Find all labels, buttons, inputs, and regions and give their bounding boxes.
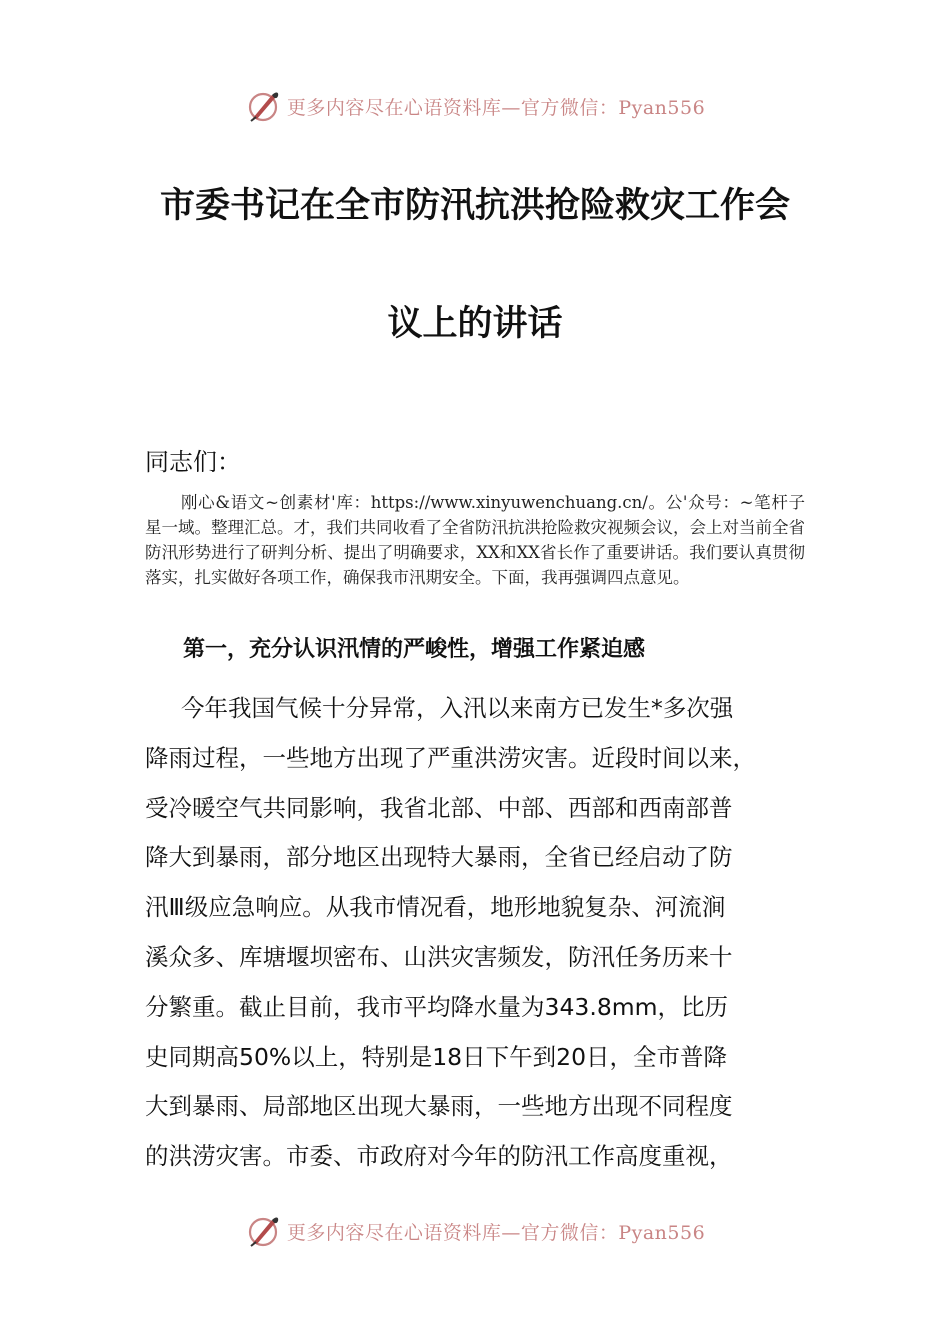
body-line: 降雨过程，一些地方出现了严重洪涝灾害。近段时间以来， (145, 743, 756, 772)
body-line: 今年我国气候十分异常，入汛以来南方已发生*多次强 (181, 694, 734, 722)
intro-paragraph: 刚心&语文~创素材'库：https://www.xinyuwenchuang.cn/。公'众号：~笔杆子星一域。整理汇总。才，我们共同收看了全省防汛抗洪抢险救灾视频会议，会上对当前全省防汛形势进行了研判分析、提出了明确要求，XX和XX省长作了重要讲话。我们要认真贯彻落实，扎实做好各项工作，确保我市汛期安全。下面，我再强调四点意见。 (145, 493, 805, 587)
watermark-text: 更多内容尽在心语资料库—官方微信：Pyan556 (286, 1221, 706, 1244)
feather-pen-logo-icon (245, 1213, 281, 1249)
body-line: 大到暴雨、局部地区出现大暴雨，一些地方出现不同程度 (145, 1092, 733, 1121)
section-heading: 第一，充分认识汛情的严峻性，增强工作紧迫感 (183, 637, 646, 662)
header-watermark-banner (0, 86, 950, 126)
body-line: 降大到暴雨，部分地区出现特大暴雨，全省已经启动了防 (145, 843, 733, 872)
footer-watermark-banner (0, 1211, 950, 1251)
feather-pen-logo-icon (245, 88, 281, 124)
body-line: 分繁重。截止目前，我市平均降水量为343.8mm，比历 (145, 992, 729, 1021)
body-paragraph (145, 684, 815, 1182)
body-line: 的洪涝灾害。市委、市政府对今年的防汛工作高度重视， (145, 1142, 733, 1171)
watermark-text: 更多内容尽在心语资料库—官方微信：Pyan556 (286, 96, 706, 119)
body-line: 溪众多、库塘堰坝密布、山洪灾害频发，防汛任务历来十 (145, 942, 733, 971)
body-line: 汛Ⅲ级应急响应。从我市情况看，地形地貌复杂、河流涧 (145, 893, 726, 922)
body-line: 受冷暖空气共同影响，我省北部、中部、西部和西南部普 (145, 793, 733, 822)
document-title-line-1: 市委书记在全市防汛抗洪抢险救灾工作会 (159, 186, 790, 226)
salutation: 同志们： (145, 448, 241, 476)
document-title-line-2: 议上的讲话 (387, 304, 563, 344)
body-line: 史同期高50%以上，特别是18日下午到20日，全市普降 (145, 1042, 728, 1071)
